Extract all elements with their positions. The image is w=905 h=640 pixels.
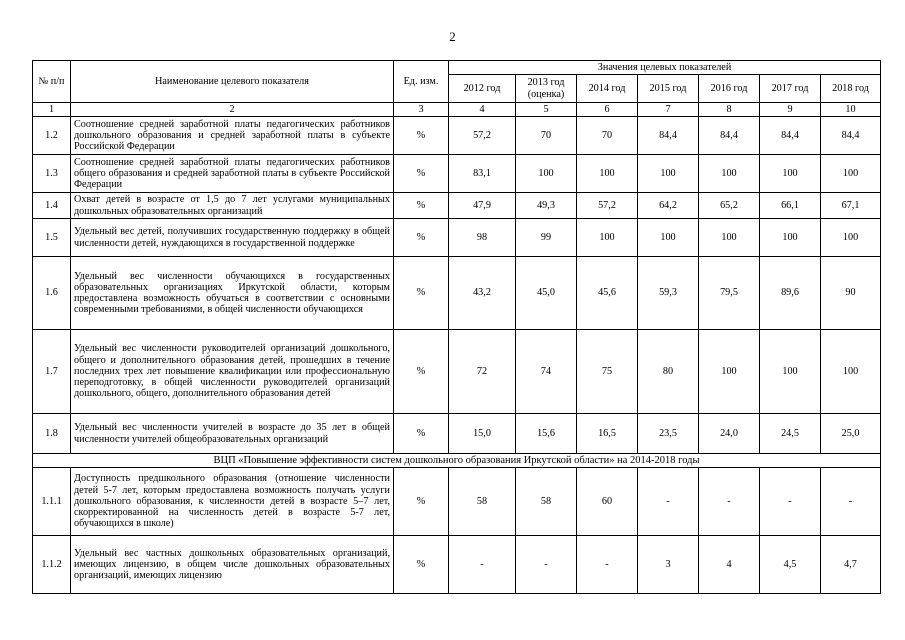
value-cell: 4 [699,536,760,594]
value-cell: 49,3 [516,193,577,219]
value-cell: 100 [638,219,699,257]
column-index: 6 [577,103,638,117]
indicator-name: Удельный вес численности руководителей организаций дошкольного, общего и дополнительного образования детей, прошедших в течение последних трех лет повышение квалификации или профессиональную переподготовку, в общей численности руководителей организаций дошкольного, общего, дополнительного образования детей [71,330,394,414]
row-number: 1.3 [33,155,71,193]
unit: % [394,468,449,536]
value-cell: 15,0 [449,414,516,454]
unit: % [394,117,449,155]
year-header: 2012 год [449,75,516,103]
indicator-name: Удельный вес частных дошкольных образовательных организаций, имеющих лицензию, в общем числе дошкольных образовательных организаций, имеющих лицензию [71,536,394,594]
value-cell: 100 [516,155,577,193]
value-cell: 60 [577,468,638,536]
value-cell: 89,6 [760,257,821,330]
header-unit: Ед. изм. [394,61,449,103]
value-cell: 100 [638,155,699,193]
value-cell: 57,2 [449,117,516,155]
value-cell: 80 [638,330,699,414]
value-cell: 70 [577,117,638,155]
table-row [33,219,881,257]
value-cell: 70 [516,117,577,155]
value-cell: 23,5 [638,414,699,454]
value-cell: 3 [638,536,699,594]
indicator-name: Удельный вес численности учителей в возрасте до 35 лет в общей численности учителей общеобразовательных организаций [71,414,394,454]
value-cell: 100 [821,330,881,414]
value-cell: 25,0 [821,414,881,454]
year-header: 2013 год (оценка) [516,75,577,103]
table-row [33,414,881,454]
column-index: 7 [638,103,699,117]
row-number: 1.2 [33,117,71,155]
indicator-name: Удельный вес численности обучающихся в государственных образовательных организациях Иркутской области, которым предоставлена возможность обучаться в соответствии с основными современными требованиями, в общей численности обучающихся [71,257,394,330]
value-cell: 58 [449,468,516,536]
value-cell: 66,1 [760,193,821,219]
value-cell: - [516,536,577,594]
value-cell: 84,4 [638,117,699,155]
header-name: Наименование целевого показателя [71,61,394,103]
unit: % [394,219,449,257]
value-cell: 57,2 [577,193,638,219]
unit: % [394,330,449,414]
table-row [33,193,881,219]
value-cell: 43,2 [449,257,516,330]
row-number: 1.6 [33,257,71,330]
header-values: Значения целевых показателей [449,61,881,75]
value-cell: 59,3 [638,257,699,330]
row-number: 1.5 [33,219,71,257]
column-index: 4 [449,103,516,117]
value-cell: 24,0 [699,414,760,454]
value-cell: 4,7 [821,536,881,594]
value-cell: - [449,536,516,594]
value-cell: 98 [449,219,516,257]
year-header: 2014 год [577,75,638,103]
year-header: 2018 год [821,75,881,103]
column-index: 1 [33,103,71,117]
column-index: 10 [821,103,881,117]
row-number: 1.7 [33,330,71,414]
column-index: 9 [760,103,821,117]
year-header: 2015 год [638,75,699,103]
value-cell: 16,5 [577,414,638,454]
value-cell: 99 [516,219,577,257]
value-cell: - [821,468,881,536]
indicator-name: Доступность предшкольного образования (отношение численности детей 5-7 лет, которым предоставлена возможность получать услуги дошкольного образования, к численности детей в возрасте 5–7 лет, скорректированной на численность детей в возрасте 5-7 лет, обучающихся в школе) [71,468,394,536]
row-number: 1.8 [33,414,71,454]
table-row [33,468,881,536]
value-cell: 65,2 [699,193,760,219]
indicator-name: Удельный вес детей, получивших государственную поддержку в общей численности детей, нуждающихся в государственной поддержке [71,219,394,257]
value-cell: 45,0 [516,257,577,330]
column-index: 8 [699,103,760,117]
section-title: ВЦП «Повышение эффективности систем дошкольного образования Иркутской области» на 2014-2018 годы [33,454,881,468]
indicator-name: Соотношение средней заработной платы педагогических работников дошкольного образования и средней заработной платы в субъекте Российской Федерации [71,117,394,155]
value-cell: 100 [699,330,760,414]
value-cell: 100 [577,219,638,257]
indicator-name: Охват детей в возрасте от 1,5 до 7 лет услугами муниципальных дошкольных образовательных организаций [71,193,394,219]
column-index: 3 [394,103,449,117]
value-cell: 84,4 [760,117,821,155]
table-row [33,330,881,414]
value-cell: 24,5 [760,414,821,454]
value-cell: 74 [516,330,577,414]
value-cell: 47,9 [449,193,516,219]
value-cell: 83,1 [449,155,516,193]
value-cell: 15,6 [516,414,577,454]
unit: % [394,257,449,330]
value-cell: 100 [760,155,821,193]
value-cell: 100 [821,155,881,193]
unit: % [394,155,449,193]
value-cell: - [760,468,821,536]
unit: % [394,193,449,219]
table-row [33,155,881,193]
row-number: 1.4 [33,193,71,219]
header-num: № п/п [33,61,71,103]
table-row [33,117,881,155]
table-row [33,536,881,594]
year-header: 2017 год [760,75,821,103]
value-cell: 64,2 [638,193,699,219]
value-cell: 100 [699,219,760,257]
value-cell: - [699,468,760,536]
value-cell: - [577,536,638,594]
value-cell: 100 [821,219,881,257]
value-cell: 90 [821,257,881,330]
value-cell: 79,5 [699,257,760,330]
indicator-name: Соотношение средней заработной платы педагогических работников общего образования и средней заработной платы в субъекте Российской Федерации [71,155,394,193]
value-cell: 100 [577,155,638,193]
section-row [33,454,881,468]
column-index: 2 [71,103,394,117]
value-cell: 84,4 [699,117,760,155]
value-cell: 100 [699,155,760,193]
value-cell: 84,4 [821,117,881,155]
value-cell: 100 [760,330,821,414]
year-header: 2016 год [699,75,760,103]
value-cell: - [638,468,699,536]
page-number: 2 [449,29,456,44]
value-cell: 75 [577,330,638,414]
value-cell: 72 [449,330,516,414]
row-number: 1.1.2 [33,536,71,594]
unit: % [394,414,449,454]
value-cell: 67,1 [821,193,881,219]
row-number: 1.1.1 [33,468,71,536]
unit: % [394,536,449,594]
value-cell: 45,6 [577,257,638,330]
table-row [33,257,881,330]
value-cell: 58 [516,468,577,536]
value-cell: 4,5 [760,536,821,594]
column-index: 5 [516,103,577,117]
value-cell: 100 [760,219,821,257]
indicators-table [32,60,881,594]
